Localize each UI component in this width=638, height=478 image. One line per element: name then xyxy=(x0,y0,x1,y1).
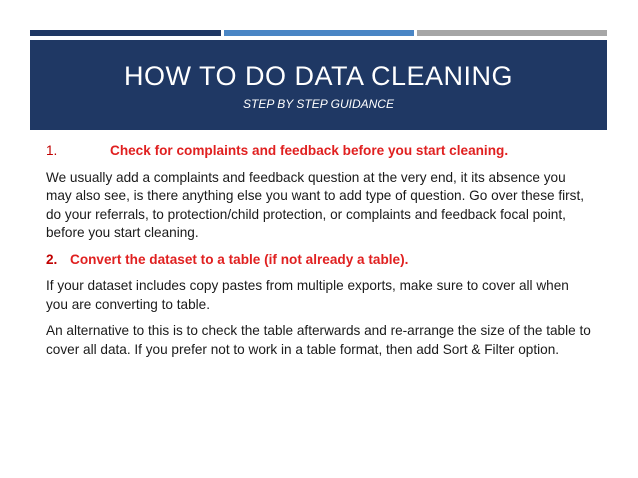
step-2-text: Convert the dataset to a table (if not already a table). xyxy=(70,251,409,267)
accent-stripe-left xyxy=(30,30,221,36)
step-1-text: Check for complaints and feedback before you start cleaning. xyxy=(110,143,509,158)
accent-stripe-middle xyxy=(224,30,414,36)
step-2-number: 2. xyxy=(46,251,58,267)
step-2-heading xyxy=(46,251,594,270)
step-2-paragraph-1: If your dataset includes copy pastes from multiple exports, make sure to cover all when you are converting to table. xyxy=(46,278,569,312)
title-banner xyxy=(30,40,607,130)
slide-subtitle: STEP BY STEP GUIDANCE xyxy=(243,97,394,111)
slide-title: HOW TO DO DATA CLEANING xyxy=(123,61,514,91)
step-1-heading xyxy=(46,142,594,161)
slide-body xyxy=(46,142,594,367)
accent-stripe-right xyxy=(417,30,607,36)
step-1-number: 1. xyxy=(46,143,58,158)
step-1-paragraph: We usually add a complaints and feedback question at the very end, it its absence you may also see, is there anything else you want to add type of question. Go over these first, do your referrals, to protection/child protection, or complaints and feedback focal point, before you start cleaning. xyxy=(46,169,585,240)
step-2-paragraph-2: An alternative to this is to check the table afterwards and re-arrange the size of the table to cover all data. If you prefer not to work in a table format, then add Sort & Filter option. xyxy=(46,323,591,357)
